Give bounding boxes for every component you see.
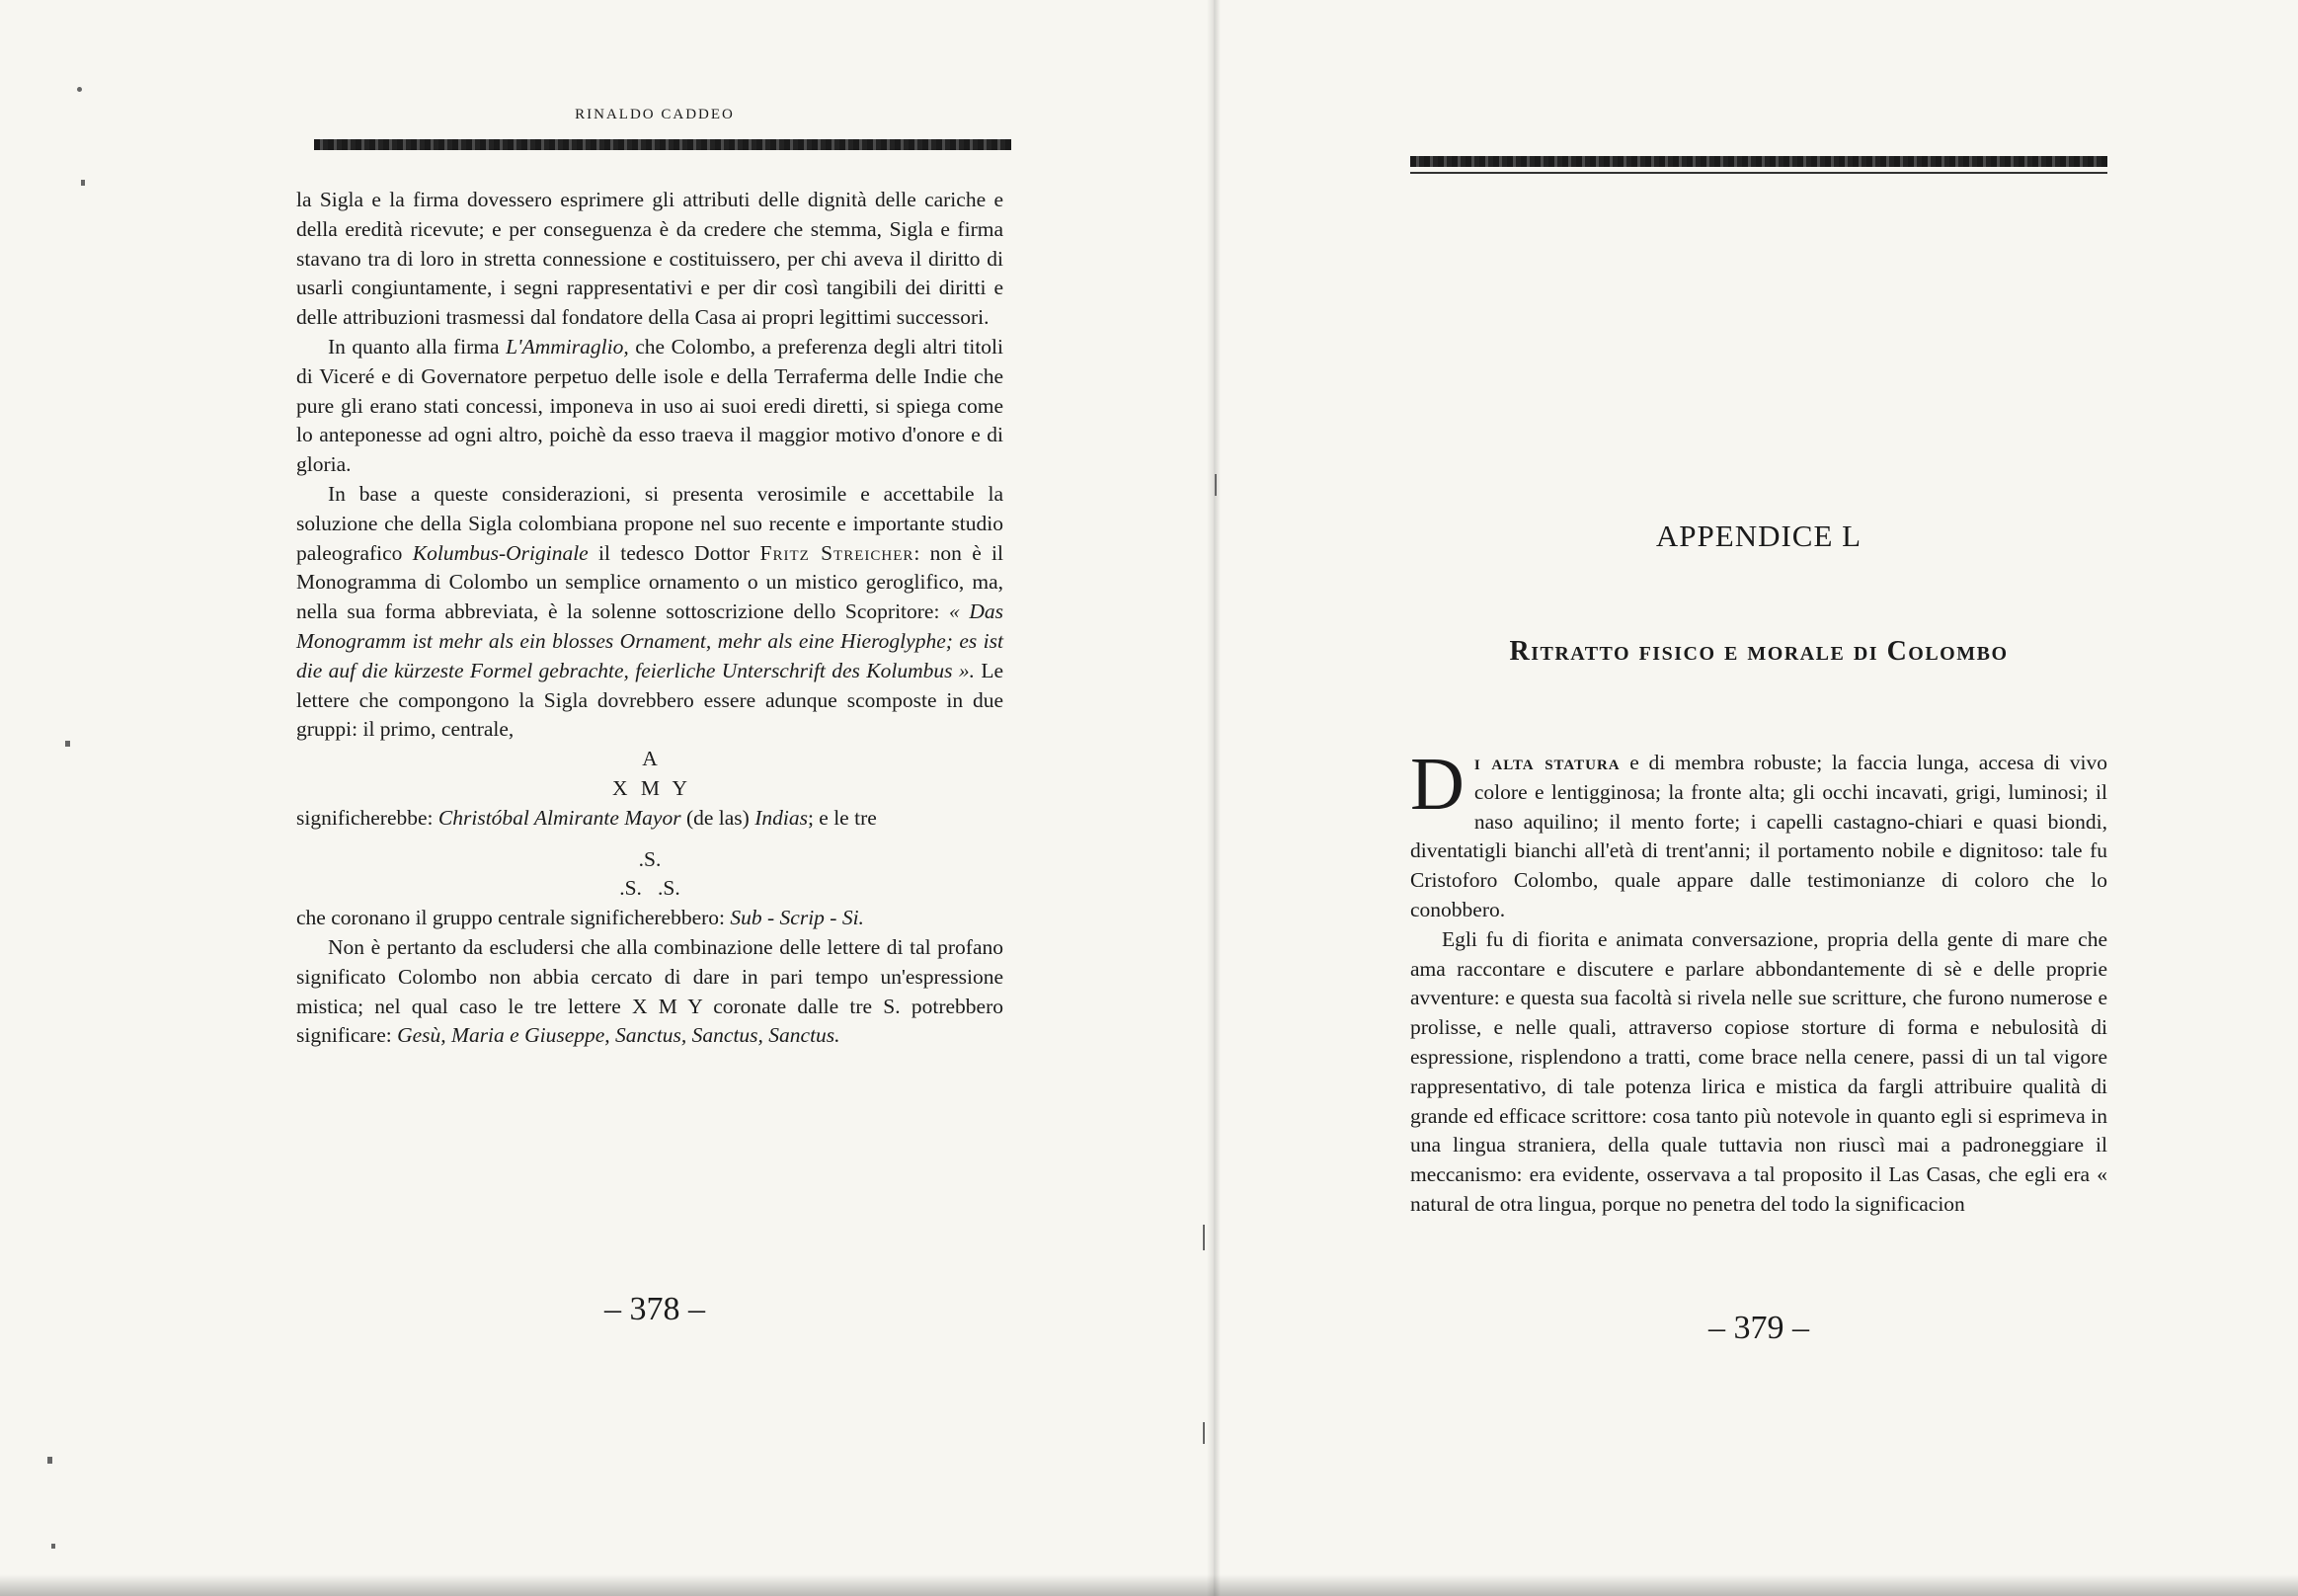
sigla-line: X M Y <box>611 775 688 800</box>
paragraph: la Sigla e la firma dovessero esprimere gli attributi delle dignità delle cariche e della eredità ricevute; e per conseguenza è da credere che stemma, Sigla e firma stavano tra di loro in stretta connessione e costituissero, per chi aveva il diritto di usarli congiuntamente, i segni rappresentativi e per dir così tangibili dei diritti e delle attribuzioni trasmessi dal fondatore della Casa ai propri legittimi successori. <box>296 188 1003 330</box>
scan-speck <box>51 1544 55 1549</box>
sigla-line: .S. .S. <box>619 876 680 901</box>
right-page <box>1410 0 2107 1596</box>
appendix-subtitle: Ritratto fisico e morale di Colombo <box>1509 636 2009 667</box>
scan-speck <box>65 741 70 747</box>
scan-speck <box>1215 474 1217 496</box>
page-number: – 379 – <box>1708 1310 1809 1346</box>
header-rule <box>1410 156 2107 167</box>
header-rule <box>314 139 1011 150</box>
scan-bottom-shadow <box>0 1574 2298 1596</box>
left-page <box>296 0 1013 1596</box>
paragraph: Non è pertanto da escludersi che alla combinazione delle lettere di tal profano significato Colombo non abbia cercato di dare in pari tempo un'espressione mistica; nel qual caso le tre lettere X M Y coronate dalle tre S. potrebbero significare: Gesù, Maria e Giuseppe, Sanctus, Sanctus, Sanctus. <box>296 934 1003 1048</box>
page-number: – 378 – <box>604 1291 705 1327</box>
scan-speck <box>47 1457 52 1464</box>
paragraph: Di alta statura e di membra robuste; la faccia lunga, accesa di vivo colore e lentigginosa; la fronte alta; gli occhi incavati, grigi, luminosi; il naso aquilino; il mento forte; i capelli castagno-chiari e quasi biondi, diventatigli bianchi all'età di trent'anni; il portamento nobile e dignitoso: tale fu Cristoforo Colombo, quale appare dalle testimonianze di coloro che lo conobbero. <box>1410 743 2107 921</box>
paragraph: che coronano il gruppo centrale significherebbero: Sub - Scrip - Si. <box>296 906 864 930</box>
paragraph: Egli fu di fiorita e animata conversazione, propria della gente di mare che ama raccontare e discutere e parlare abbondantemente di sè e delle proprie avventure: e questa sua facoltà si rivela nelle sue scritture, che furono numerose e prolisse, e nelle quali, attraverso copiose storture di forma e nebulosità di espressione, risplendono a tratti, come brace nella cenere, passi di un tal vigore rappresentativo, di tale potenza lirica e mistica da fargli attribuire qualità di grande ed efficace scrittore: cosa tanto più notevole in quanto egli si esprimeva in una lingua straniera, della quale tuttavia non riuscì mai a padroneggiare il meccanismo: era evidente, osservava a tal proposito il Las Casas, che egli era « natural de otra lingua, porque no penetra del todo la significacion <box>1410 926 2107 1216</box>
scan-speck <box>1203 1225 1205 1250</box>
running-head: RINALDO CADDEO <box>575 107 735 122</box>
left-page-body <box>296 186 1003 1051</box>
paragraph: In quanto alla firma L'Ammiraglio, che Colombo, a preferenza degli altri titoli di Viceré e di Governatore perpetuo delle isole e della Terraferma delle Indie che pure gli erano stati concessi, imponeva in uso ai suoi eredi diretti, si spiega come lo anteponesse ad ogni altro, poichè da esso traeva il maggior motivo d'onore e di gloria. <box>296 334 1003 477</box>
book-gutter <box>1207 0 1221 1596</box>
scan-speck <box>1203 1422 1205 1444</box>
paragraph: significherebbe: Christóbal Almirante Mayor (de las) Indias; e le tre <box>296 805 877 830</box>
appendix-title: APPENDICE L <box>1655 519 1862 553</box>
right-page-body <box>1410 743 2107 1220</box>
sigla-line: A <box>642 747 658 771</box>
drop-cap: D <box>1410 743 1465 826</box>
paragraph: In base a queste considerazioni, si presenta verosimile e accettabile la soluzione che della Sigla colombiana propone nel suo recente e importante studio paleografico Kolumbus-Originale il tedesco Dottor Fritz Streicher: non è il Monogramma di Colombo un semplice ornamento o un mistico geroglifico, ma, nella sua forma abbreviata, è la solenne sottoscrizione dello Scopritore: « Das Monogramm ist mehr als ein blosses Ornament, mehr als eine Hieroglyphe; es ist die auf die kürzeste Formel gebrachte, feierliche Unterschrift des Kolumbus ». Le lettere che compongono la Sigla dovrebbero essere adunque scomposte in due gruppi: il primo, centrale, <box>296 481 1004 742</box>
scan-speck <box>81 180 85 186</box>
header-rule-thin <box>1410 172 2107 174</box>
scan-speck <box>77 87 82 92</box>
sigla-line: .S. <box>638 846 662 871</box>
